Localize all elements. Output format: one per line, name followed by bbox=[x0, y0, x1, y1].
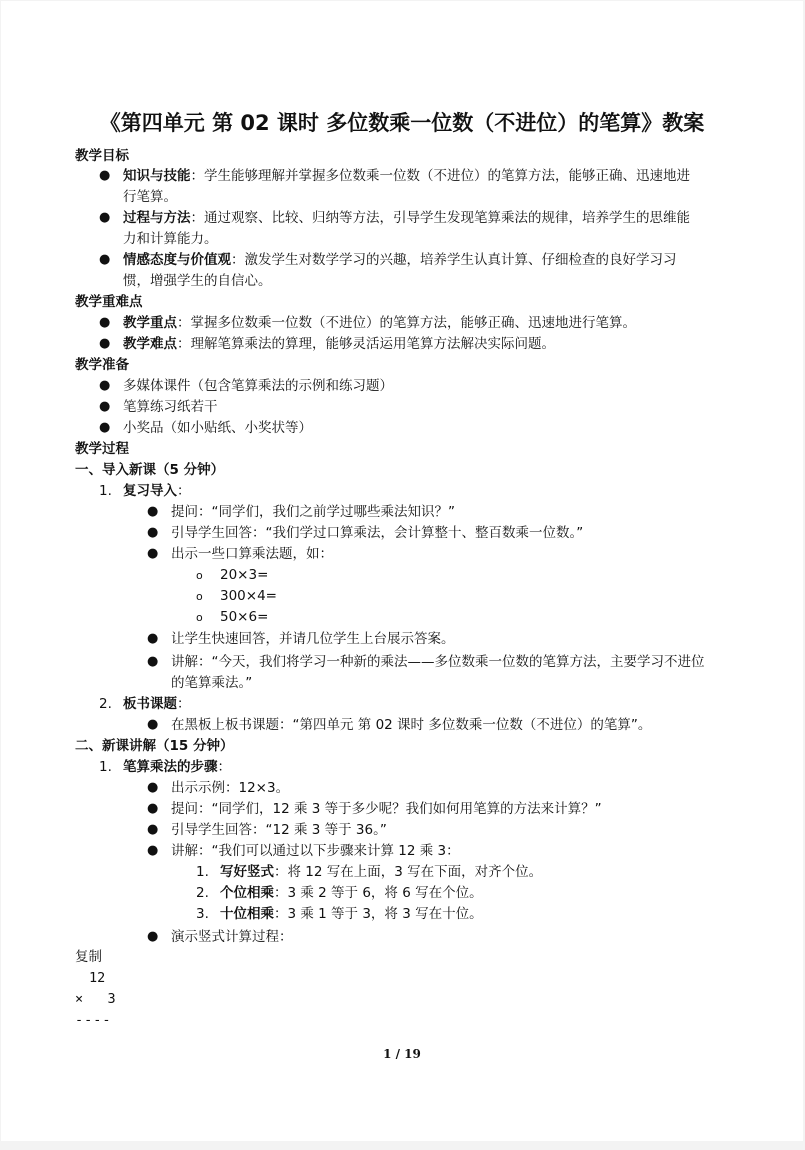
sub-step: 十位相乘：3 乘 1 等于 3，将 3 写在十位。 bbox=[220, 906, 483, 922]
page-number: 1 / 19 bbox=[383, 1047, 421, 1061]
sub-list-item: 50×6= bbox=[220, 609, 269, 625]
sub-step-number: 3. bbox=[196, 906, 209, 922]
list-item: 让学生快速回答，并请几位学生上台展示答案。 bbox=[171, 631, 455, 647]
list-item: 多媒体课件（包含笔算乘法的示例和练习题） bbox=[123, 378, 393, 394]
list-item: 引导学生回答：“我们学过口算乘法，会计算整十、整百数乘一位数。” bbox=[171, 525, 584, 541]
bullet-icon: ● bbox=[99, 210, 111, 225]
bullet-icon: ● bbox=[147, 822, 159, 837]
list-item: 出示示例：12×3。 bbox=[171, 780, 290, 796]
sub-step: 写好竖式：将 12 写在上面，3 写在下面，对齐个位。 bbox=[220, 864, 543, 880]
sub-step-number: 1. bbox=[196, 864, 209, 880]
bullet-icon: ● bbox=[99, 399, 111, 414]
section-heading-preparation: 教学准备 bbox=[75, 357, 129, 373]
bullet-icon: ● bbox=[99, 378, 111, 393]
circle-bullet-icon: o bbox=[196, 611, 203, 624]
part-heading-new-lesson: 二、新课讲解（15 分钟） bbox=[75, 738, 234, 754]
step-title: 复习导入： bbox=[123, 483, 191, 499]
list-item: 讲解：“今天，我们将学习一种新的乘法——多位数乘一位数的笔算方法，主要学习不进位 bbox=[171, 654, 705, 670]
bullet-icon: ● bbox=[147, 717, 159, 732]
step-title: 笔算乘法的步骤： bbox=[123, 759, 231, 775]
code-line: 12 bbox=[89, 970, 106, 986]
section-heading-process: 教学过程 bbox=[75, 441, 129, 457]
list-item: 教学重点：掌握多位数乘一位数（不进位）的笔算方法，能够正确、迅速地进行笔算。 bbox=[123, 315, 636, 331]
bullet-icon: ● bbox=[99, 252, 111, 267]
bullet-icon: ● bbox=[147, 525, 159, 540]
list-item: 出示一些口算乘法题，如： bbox=[171, 546, 333, 562]
list-item: 引导学生回答：“12 乘 3 等于 36。” bbox=[171, 822, 387, 838]
bullet-icon: ● bbox=[147, 843, 159, 858]
list-item-continuation: 力和计算能力。 bbox=[123, 231, 218, 247]
section-heading-keypoints: 教学重难点 bbox=[75, 294, 143, 310]
list-item: 小奖品（如小贴纸、小奖状等） bbox=[123, 420, 312, 436]
part-heading-intro: 一、导入新课（5 分钟） bbox=[75, 462, 225, 478]
step-number: 1. bbox=[99, 759, 112, 775]
sub-list-item: 20×3= bbox=[220, 567, 269, 583]
bullet-icon: ● bbox=[99, 168, 111, 183]
bullet-icon: ● bbox=[147, 546, 159, 561]
circle-bullet-icon: o bbox=[196, 590, 203, 603]
bullet-icon: ● bbox=[147, 631, 159, 646]
document-page bbox=[1, 1, 803, 1141]
list-item: 情感态度与价值观：激发学生对数学学习的兴趣，培养学生认真计算、仔细检查的良好学习习 bbox=[123, 252, 677, 268]
list-item-continuation: 的笔算乘法。” bbox=[171, 675, 253, 691]
list-item: 提问：“同学们，12 乘 3 等于多少呢？我们如何用笔算的方法来计算？” bbox=[171, 801, 602, 817]
step-number: 1. bbox=[99, 483, 112, 499]
copy-button[interactable]: 复制 bbox=[75, 949, 102, 965]
list-item: 过程与方法：通过观察、比较、归纳等方法，引导学生发现笔算乘法的规律，培养学生的思维能 bbox=[123, 210, 690, 226]
sub-step-number: 2. bbox=[196, 885, 209, 901]
list-item: 笔算练习纸若干 bbox=[123, 399, 218, 415]
circle-bullet-icon: o bbox=[196, 569, 203, 582]
bullet-icon: ● bbox=[147, 504, 159, 519]
step-number: 2. bbox=[99, 696, 112, 712]
list-item: 知识与技能：学生能够理解并掌握多位数乘一位数（不进位）的笔算方法，能够正确、迅速地进 bbox=[123, 168, 690, 184]
list-item: 教学难点：理解笔算乘法的算理，能够灵活运用笔算方法解决实际问题。 bbox=[123, 336, 555, 352]
bullet-icon: ● bbox=[99, 420, 111, 435]
list-item-continuation: 惯，增强学生的自信心。 bbox=[123, 273, 272, 289]
step-title: 板书课题： bbox=[123, 696, 191, 712]
list-item: 讲解：“我们可以通过以下步骤来计算 12 乘 3： bbox=[171, 843, 460, 859]
bullet-icon: ● bbox=[147, 929, 159, 944]
bullet-icon: ● bbox=[99, 336, 111, 351]
bullet-icon: ● bbox=[99, 315, 111, 330]
bullet-icon: ● bbox=[147, 780, 159, 795]
document-title: 《第四单元 第 02 课时 多位数乘一位数（不进位）的笔算》教案 bbox=[99, 111, 705, 135]
code-line: × 3 bbox=[75, 991, 116, 1007]
sub-step: 个位相乘：3 乘 2 等于 6，将 6 写在个位。 bbox=[220, 885, 483, 901]
list-item: 提问：“同学们，我们之前学过哪些乘法知识？” bbox=[171, 504, 455, 520]
code-line: ---- bbox=[75, 1012, 112, 1028]
list-item: 在黑板上板书课题：“第四单元 第 02 课时 多位数乘一位数（不进位）的笔算”。 bbox=[171, 717, 652, 733]
sub-list-item: 300×4= bbox=[220, 588, 277, 604]
bullet-icon: ● bbox=[147, 654, 159, 669]
list-item-continuation: 行笔算。 bbox=[123, 189, 177, 205]
list-item: 演示竖式计算过程： bbox=[171, 929, 293, 945]
bullet-icon: ● bbox=[147, 801, 159, 816]
section-heading-objectives: 教学目标 bbox=[75, 148, 129, 164]
